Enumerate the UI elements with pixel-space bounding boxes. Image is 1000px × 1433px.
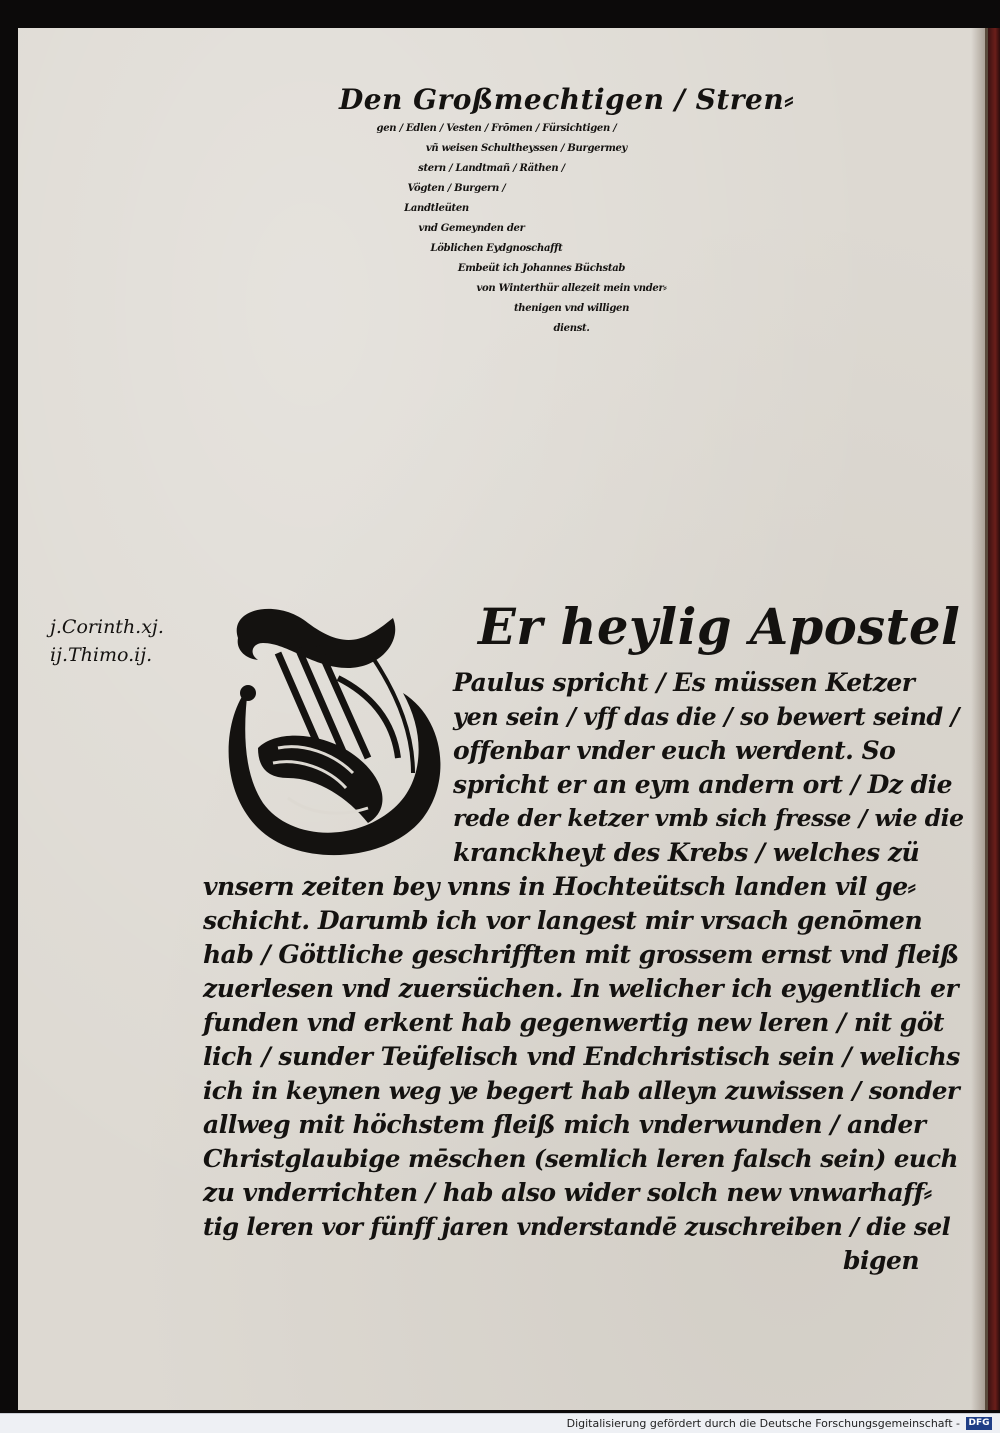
initial-ornament-icon — [218, 598, 453, 868]
margin-note-line: ij.Thimo.ij. — [50, 644, 153, 666]
heading-line: Löblichen Eydgnoschafft — [430, 243, 563, 254]
body-line: yen sein / vff das die / so bewert seind / — [453, 702, 959, 731]
footer-bar — [0, 1413, 1000, 1433]
heading-line: stern / Landtmañ / Räthen / — [418, 163, 565, 174]
body-line: spricht er an eym andern ort / Dz die — [453, 770, 953, 799]
body-line: allweg mit höchstem fleiß mich vnderwunden / ander — [203, 1110, 926, 1139]
body-line: ich in keynen weg ye begert hab alleyn zuwissen / sonder — [203, 1076, 960, 1105]
body-line: hab / Göttliche geschrifften mit grossem ernst vnd fleiß — [203, 940, 959, 969]
footer-credit: Digitalisierung gefördert durch die Deutsche Forschungsgemeinschaft - — [566, 1417, 960, 1430]
body-line: zu vnderrichten / hab also wider solch new vnwarhaff⸗ — [203, 1178, 932, 1207]
heading-line: Embeüt ich Johannes Büchstab — [457, 263, 626, 274]
heading-line: Landtleüten — [404, 203, 469, 214]
catchword: bigen — [843, 1246, 920, 1275]
body-line: tig leren vor fünff jaren vnderstandē zuschreiben / die sel — [203, 1212, 951, 1241]
body-line: vnsern zeiten bey vnns in Hochteütsch landen vil ge⸗ — [203, 872, 916, 901]
body-line: kranckheyt des Krebs / welches zü — [453, 838, 920, 867]
dfg-logo-icon: DFG — [966, 1417, 992, 1430]
heading-line: Den Großmechtigen / Stren⸗ — [338, 83, 795, 116]
heading-line: gen / Edlen / Vesten / Frōmen / Fürsichtigen / — [376, 123, 617, 134]
body-line: zuerlesen vnd zuersüchen. In welicher ich eygentlich er — [203, 974, 959, 1003]
body-line: Paulus spricht / Es müssen Ketzer — [453, 668, 915, 697]
decorated-initial-d — [218, 598, 453, 868]
incipit-line: Er heylig Apostel — [478, 598, 961, 656]
heading-line: thenigen vnd willigen — [513, 303, 630, 314]
heading-line: von Winterthür allezeit mein vnder⸗ — [476, 283, 667, 294]
body-line: lich / sunder Teüfelisch vnd Endchristisch sein / welichs — [203, 1042, 960, 1071]
heading-line: Vögten / Burgern / — [407, 183, 506, 194]
body-line: funden vnd erkent hab gegenwertig new leren / nit göt — [203, 1008, 944, 1037]
book-page — [18, 28, 988, 1410]
body-line: rede der ketzer vmb sich fresse / wie die — [453, 804, 964, 832]
heading-line: vnd Gemeynden der — [418, 223, 525, 234]
body-line: offenbar vnder euch werdent. So — [453, 736, 896, 765]
body-line: schicht. Darumb ich vor langest mir vrsach genōmen — [203, 906, 923, 935]
red-book-edge — [988, 28, 1000, 1410]
dedication-heading — [18, 83, 985, 334]
body-line: Christglaubige mēschen (semlich leren falsch sein) euch — [203, 1144, 958, 1173]
heading-line: vñ weisen Schultheyssen / Burgermey — [425, 143, 628, 154]
margin-note — [50, 613, 164, 669]
heading-line: dienst. — [553, 323, 590, 334]
margin-note-line: j.Corinth.xj. — [50, 616, 164, 638]
